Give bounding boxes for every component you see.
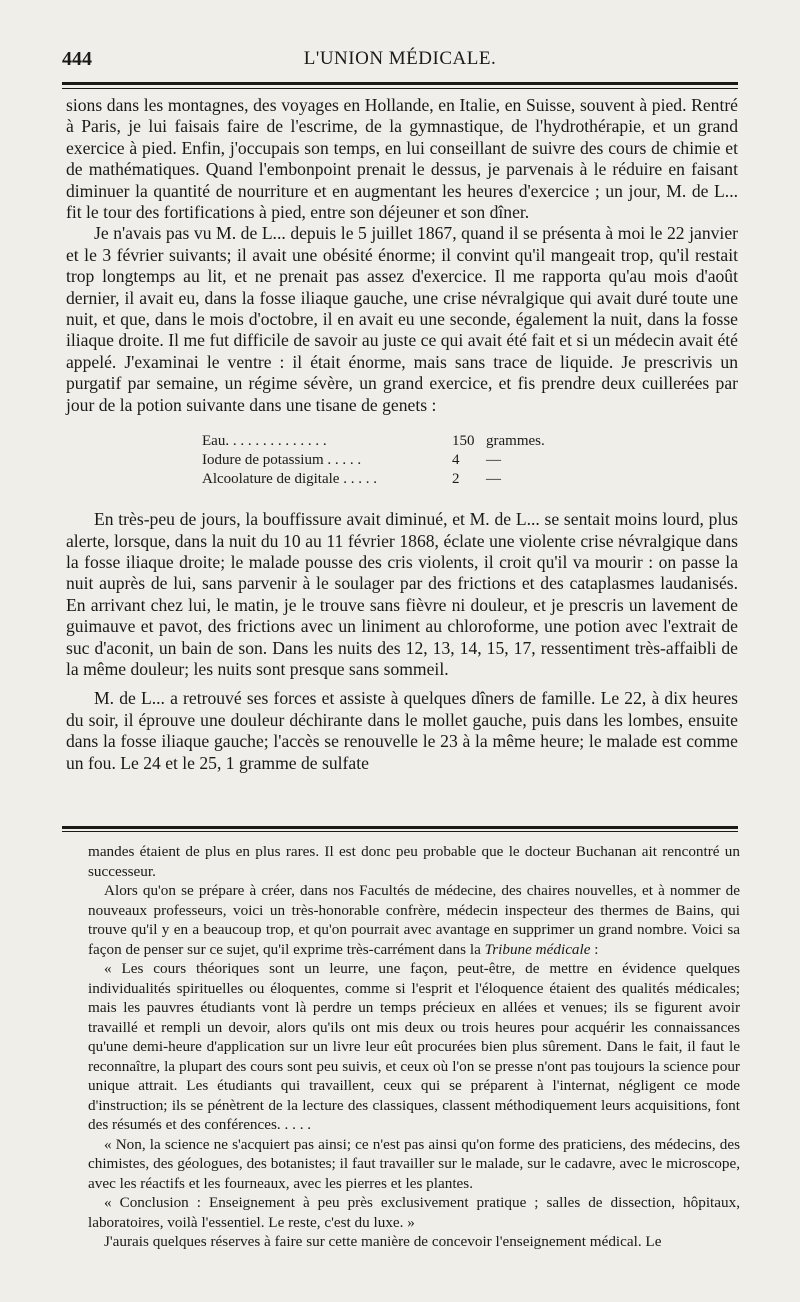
quotation: « Non, la science ne s'acquiert pas ainsi; ce n'est pas ainsi qu'on forme des praticiens, des médecins, des chimistes, des géologues, des botanistes; il faut travailler sur le malade, sur le cadavre, avec le microscope, avec les réactifs et les fourneaux, avec les pierres et les plantes.: [88, 1135, 740, 1192]
feuilleton-rule: [62, 826, 738, 829]
paragraph: M. de L... a retrouvé ses forces et assiste à quelques dîners de famille. Le 22, à dix heures du soir, il éprouve une douleur déchirante dans le mollet gauche, puis dans les lombes, ensuite dans la fosse iliaque gauche; l'accès se renouvelle le 23 à la même heure; le malade est comme un fou. Le 24 et le 25, 1 gramme de sulfate: [66, 688, 738, 773]
ingredient-unit: —: [486, 471, 501, 488]
ingredient-name: Iodure de potassium . . . . .: [202, 452, 362, 469]
paragraph: En très-peu de jours, la bouffissure avait diminué, et M. de L... se sentait moins lourd, plus alerte, lorsque, dans la nuit du 10 au 11 février 1868, éclate une violente crise névralgique dans la fosse iliaque droite; le malade pousse des cris violents, il croit qu'il va mourir : on passe la nuit auprès de lui, sans parvenir à le soulager par des frictions et des cataplasmes laudanisés. En arrivant chez lui, le matin, je le trouve sans fièvre ni douleur, et je prescris un lavement de guimauve et pavot, des frictions avec un liniment au chloroforme, une potion avec l'extrait de suc d'aconit, un bain de son. Dans les nuits des 12, 13, 14, 15, 17, ressentiment très-affaibli de la même douleur; les nuits sont presque sans sommeil.: [66, 509, 738, 679]
ingredient-quantity: 150: [452, 433, 475, 450]
note-paragraph: J'aurais quelques réserves à faire sur cette manière de concevoir l'enseignement médical. Le: [104, 1233, 662, 1250]
header-rule: [62, 82, 738, 85]
ingredient-unit: grammes.: [486, 433, 545, 450]
formula-row: [202, 432, 738, 451]
paragraph: Je n'avais pas vu M. de L... depuis le 5 juillet 1867, quand il se présenta à moi le 22 janvier et le 3 février suivants; il avait une obésité énorme; il convint qu'il mangeait trop, qu'il restait trop longtemps au lit, et ne prenait pas assez d'exercice. Il me rapporta qu'au mois d'août dernier, il avait eu, dans la fosse iliaque gauche, une crise névralgique qui avait duré toute une nuit, et que, dans le mois d'octobre, il en avait eu une seconde, également la nuit, dans la fosse iliaque droite. Il me fut difficile de savoir au juste ce qui avait été fait et si un médecin avait été appelé. J'examinai le ventre : il était énorme, mais sans trace de liquide. Je prescrivis un purgatif par semaine, un régime sévère, un grand exercice, et fis prendre deux cuillerées par jour de la potion suivante dans une tisane de genets :: [66, 223, 738, 415]
note-text: Alors qu'on se prépare à créer, dans nos Facultés de médecine, des chaires nouvelles, et à nommer de nouveaux professeurs, voici un très-honorable confrère, médecin inspecteur des thermes de Bains, qui trouve qu'il y en a beaucoup trop, et qu'on pourrait avec avantage en supprimer un grand nombre. Voici sa façon de penser sur ce sujet, qu'il exprime très-carrément dans la: [88, 882, 740, 958]
page-number: 444: [62, 48, 92, 70]
page-header: [62, 48, 738, 78]
ingredient-unit: —: [486, 452, 501, 469]
formula-row: [202, 451, 738, 470]
note-paragraph: mandes étaient de plus en plus rares. Il est donc peu probable que le docteur Buchanan ait rencontré un successeur.: [88, 843, 740, 880]
prescription-formula: [202, 432, 738, 489]
feuilleton-text: [88, 842, 740, 1252]
feuilleton-rule-thin: [62, 831, 738, 832]
journal-title: Tribune médicale: [484, 940, 591, 958]
quotation: « Les cours théoriques sont un leurre, une façon, peut-être, de mettre en évidence quelques individualités spirituelles ou éloquentes, comme si l'esprit et l'éloquence étaient des qualités médicales; mais les pauvres étudiants vont là perdre un temps précieux en allées et venues; ils se figurent avoir travaillé et rempli un devoir, alors qu'ils ont mis deux ou trois heures pour acquérir les connaissances qu'une demi-heure d'application sur un livre leur eût procurées bien plus sûrement. Dans le fait, il faut le reconnaître, la plupart des cours sont peu suivis, et ceux où l'on se presse n'ont pas toujours la science pour unique attrait. Les étudiants qui travaillent, ceux qui se préparent à l'internat, négligent ce mode d'instruction; ils se pénètrent de la lecture des classiques, classent méthodiquement leurs acquisitions, font des résumés et des conférences. . . . .: [88, 960, 740, 1133]
formula-row: [202, 470, 738, 489]
ingredient-name: Alcoolature de digitale . . . . .: [202, 471, 377, 488]
running-title: L'UNION MÉDICALE.: [303, 48, 497, 69]
note-text: :: [594, 940, 599, 958]
quotation: « Conclusion : Enseignement à peu près exclusivement pratique ; salles de dissection, hôpitaux, laboratoires, voilà l'essentiel. Le reste, c'est du luxe. »: [88, 1194, 740, 1231]
paragraph: sions dans les montagnes, des voyages en Hollande, en Italie, en Suisse, souvent à pied. Rentré à Paris, je lui faisais faire de l'escrime, de la gymnastique, de l'hydrothérapie, et un grand exercice à pied. Enfin, j'occupais son temps, en lui conseillant de suivre des cours de chimie et de mathématiques. Quand l'embonpoint prenait le dessus, je parvenais à le réduire en faisant diminuer la quantité de nourriture et en augmentant les heures d'exercice ; un jour, M. de L... fit le tour des fortifications à pied, entre son déjeuner et son dîner.: [66, 95, 738, 223]
ingredient-name: Eau. . . . . . . . . . . . . .: [202, 433, 327, 450]
ingredient-quantity: 4: [452, 452, 460, 469]
note-paragraph: [88, 881, 740, 959]
main-text: [66, 95, 738, 774]
ingredient-quantity: 2: [452, 471, 460, 488]
header-rule-thin: [62, 88, 738, 89]
